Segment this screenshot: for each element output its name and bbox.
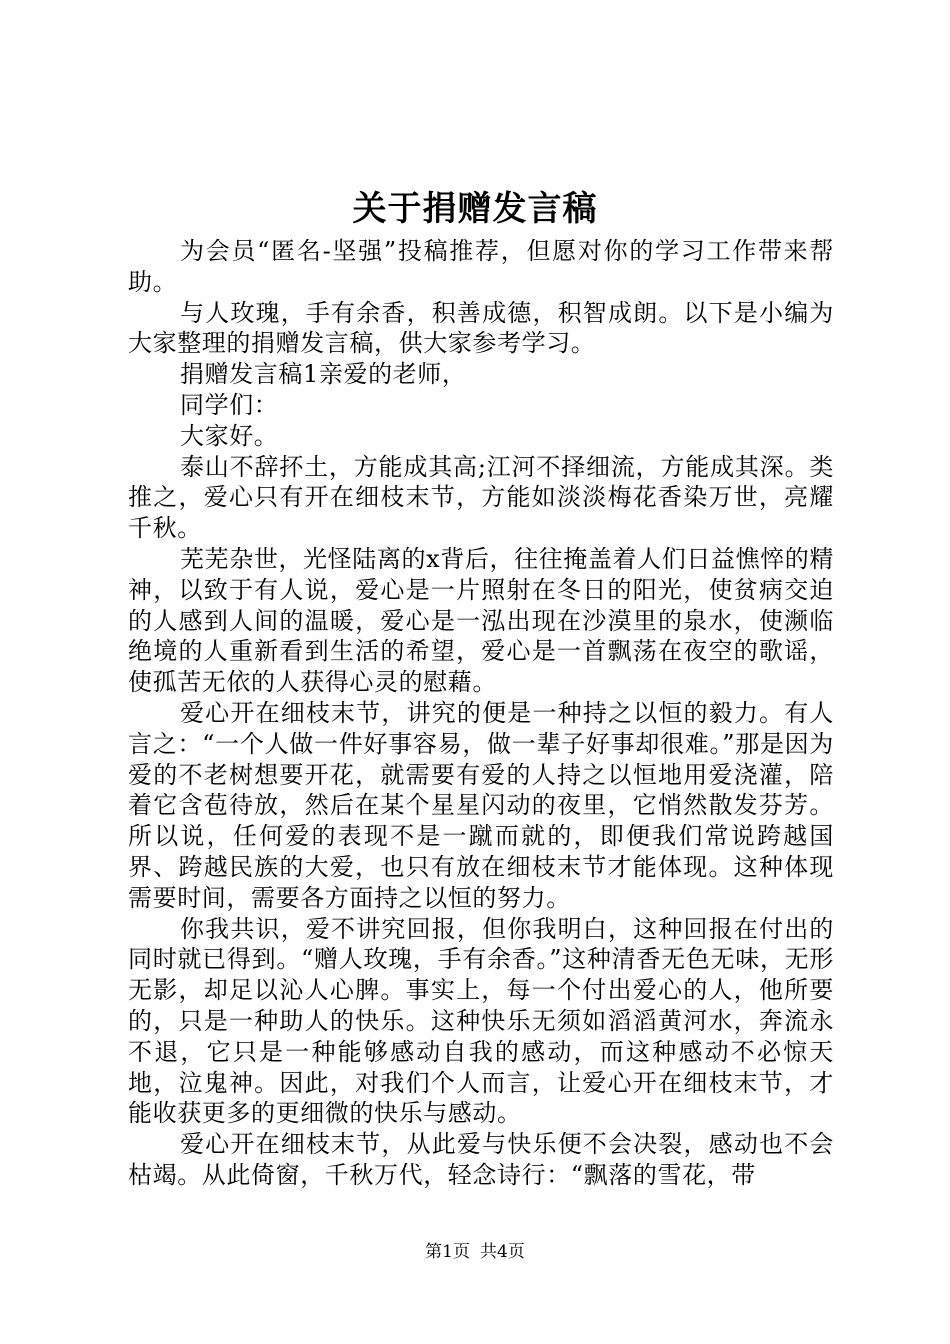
paragraph-body-2: 芜芜杂世，光怪陆离的x背后，往往掩盖着人们日益憔悴的精神，以致于有人说，爱心是一片照射在冬日的阳光，使贫病交迫的人感到人间的温暖，爱心是一泓出现在沙漠里的泉水，使濒临绝境的人重新看到生活的希望，爱心是一首飘荡在夜空的歌谣，使孤苦无依的人获得心灵的慰藉。 <box>128 544 834 697</box>
paragraph-speech-heading: 捐赠发言稿1亲爱的老师， <box>180 360 467 389</box>
page-number: 第1页 <box>425 1242 470 1262</box>
paragraph-preface: 与人玫瑰，手有余香，积善成德，积智成朗。以下是小编为大家整理的捐赠发言稿，供大家参考学习。 <box>128 298 834 358</box>
paragraph-intro: 为会员“匿名-坚强”投稿推荐，但愿对你的学习工作带来帮助。 <box>128 237 834 296</box>
paragraph-body-3: 爱心开在细枝末节，讲究的便是一种持之以恒的毅力。有人言之：“一个人做一件好事容易，做一辈子好事却很难。”那是因为爱的不老树想要开花，就需要有爱的人持之以恒地用爱浇灌，陪着它含苞待放，然后在某个星星闪动的夜里，它悄然散发芬芳。所以说，任何爱的表现不是一蹴而就的，即便我们常说跨越国界、跨越民族的大爱，也只有放在细枝末节才能体现。这种体现需要时间，需要各方面持之以恒的努力。 <box>128 698 834 912</box>
document-body <box>128 236 834 1191</box>
document-title: 关于捐赠发言稿 <box>352 189 598 229</box>
paragraph-body-5: 爱心开在细枝末节，从此爱与快乐便不会决裂，感动也不会枯竭。从此倚窗，千秋万代，轻念诗行：“飘落的雪花，带 <box>128 1130 834 1189</box>
paragraph-body-1: 泰山不辞抔土，方能成其高;江河不择细流，方能成其深。类推之，爱心只有开在细枝末节，方能如淡淡梅花香染万世，亮耀千秋。 <box>128 452 834 543</box>
page-footer <box>0 1240 950 1264</box>
paragraph-greeting: 大家好。 <box>180 421 279 450</box>
page-total: 共4页 <box>480 1242 525 1262</box>
paragraph-body-4: 你我共识，爱不讲究回报，但你我明白，这种回报在付出的同时就已得到。“赠人玫瑰，手有余香。”这种清香无色无味，无形无影，却足以沁人心脾。事实上，每一个付出爱心的人，他所要的，只是一种助人的快乐。这种快乐无须如滔滔黄河水，奔流永不退，它只是一种能够感动自我的感动，而这种感动不必惊天地，泣鬼神。因此，对我们个人而言，让爱心开在细枝末节，才能收获更多的更细微的快乐与感动。 <box>128 914 834 1128</box>
paragraph-salutation: 同学们： <box>180 390 279 419</box>
